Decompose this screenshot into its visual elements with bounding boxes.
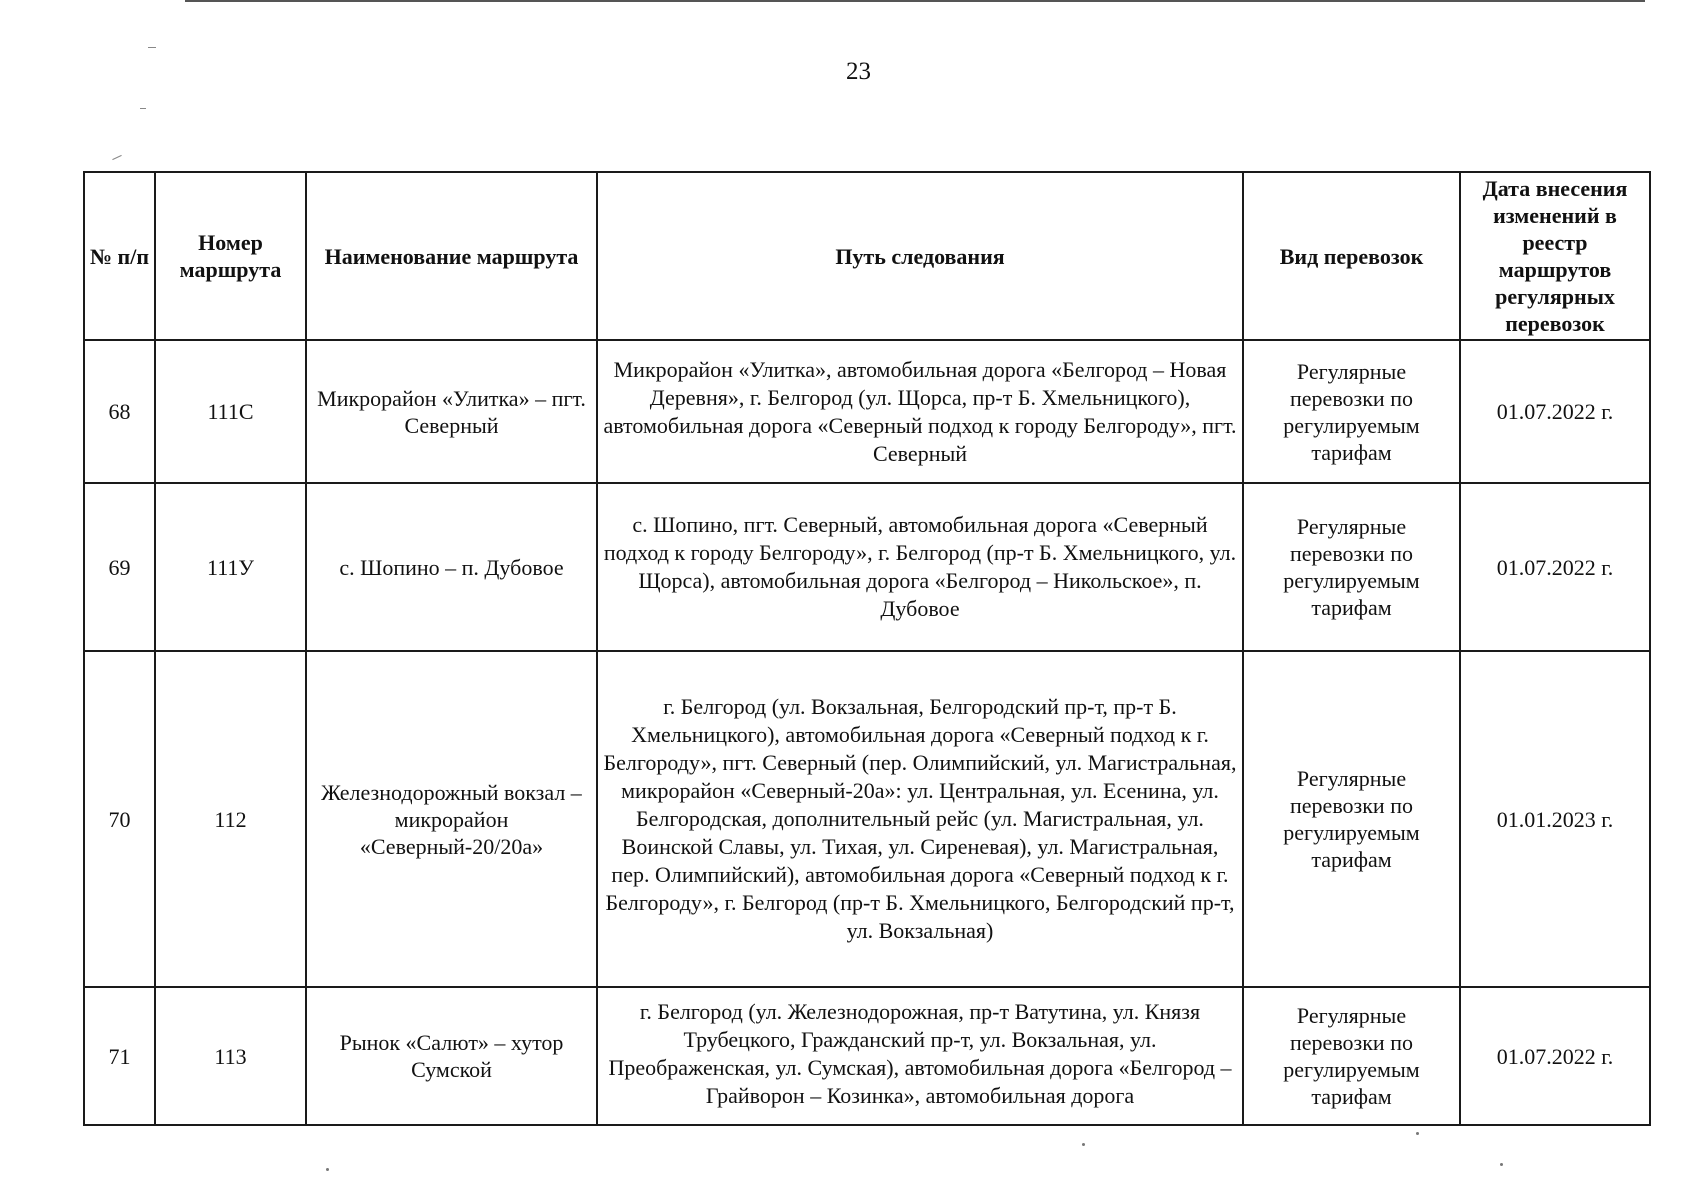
table-row [84, 651, 1650, 987]
header-route-number: Номер маршрута [155, 172, 306, 340]
route-name: с. Шопино – п. Дубовое [306, 483, 597, 651]
scan-speck [326, 1168, 329, 1171]
route-number: 111С [155, 340, 306, 483]
scan-speck [112, 155, 121, 160]
route-path: г. Белгород (ул. Железнодорожная, пр-т Ватутина, ул. Князя Трубецкого, Гражданский пр-т, ул. Вокзальная, ул. Преображенская, ул. Сумская), автомобильная дорога «Белгород – Грайворон – Козинка», автомобильная дорога [597, 987, 1243, 1125]
table-row [84, 483, 1650, 651]
scan-speck [140, 108, 146, 109]
route-number: 113 [155, 987, 306, 1125]
header-change-date: Дата внесения изменений в реестр маршрутов регулярных перевозок [1460, 172, 1650, 340]
top-border-line [185, 0, 1645, 2]
header-number: № п/п [84, 172, 155, 340]
header-path: Путь следования [597, 172, 1243, 340]
table-row [84, 987, 1650, 1125]
route-path: г. Белгород (ул. Вокзальная, Белгородский пр-т, пр-т Б. Хмельницкого), автомобильная дорога «Северный подход к г. Белгороду», пгт. Северный (пер. Олимпийский, ул. Магистральная, микрорайон «Северный-20а»: ул. Центральная, ул. Есенина, ул. Белгородская, дополнительный рейс (ул. Магистральная, ул. Воинской Славы, ул. Тихая, ул. Сиреневая), ул. Магистральная, пер. Олимпийский), автомобильная дорога «Северный подход к г. Белгороду», г. Белгород (пр-т Б. Хмельницкого, Белгородский пр-т, ул. Вокзальная) [597, 651, 1243, 987]
route-name: Рынок «Салют» – хутор Сумской [306, 987, 597, 1125]
transport-type: Регулярные перевозки по регулируемым тарифам [1243, 340, 1460, 483]
route-name: Железнодорожный вокзал – микрорайон «Северный-20/20а» [306, 651, 597, 987]
route-path: с. Шопино, пгт. Северный, автомобильная дорога «Северный подход к городу Белгороду», г. Белгород (пр-т Б. Хмельницкого, ул. Щорса), автомобильная дорога «Белгород – Никольское», п. Дубовое [597, 483, 1243, 651]
table-header-row [84, 172, 1650, 340]
transport-type: Регулярные перевозки по регулируемым тарифам [1243, 987, 1460, 1125]
scan-speck [148, 47, 156, 48]
route-number: 111У [155, 483, 306, 651]
scan-speck [1416, 1132, 1419, 1135]
table-row [84, 340, 1650, 483]
header-route-name: Наименование маршрута [306, 172, 597, 340]
routes-registry-table [83, 171, 1651, 1126]
change-date: 01.07.2022 г. [1460, 987, 1650, 1125]
scan-speck [1082, 1143, 1085, 1146]
change-date: 01.07.2022 г. [1460, 483, 1650, 651]
page-number: 23 [846, 58, 871, 85]
row-number: 71 [84, 987, 155, 1125]
change-date: 01.07.2022 г. [1460, 340, 1650, 483]
header-transport-type: Вид перевозок [1243, 172, 1460, 340]
row-number: 68 [84, 340, 155, 483]
change-date: 01.01.2023 г. [1460, 651, 1650, 987]
row-number: 69 [84, 483, 155, 651]
transport-type: Регулярные перевозки по регулируемым тарифам [1243, 651, 1460, 987]
route-number: 112 [155, 651, 306, 987]
row-number: 70 [84, 651, 155, 987]
transport-type: Регулярные перевозки по регулируемым тарифам [1243, 483, 1460, 651]
route-name: Микрорайон «Улитка» – пгт. Северный [306, 340, 597, 483]
scan-speck [1500, 1163, 1503, 1166]
route-path: Микрорайон «Улитка», автомобильная дорога «Белгород – Новая Деревня», г. Белгород (ул. Щорса, пр-т Б. Хмельницкого), автомобильная дорога «Северный подход к городу Белгороду», пгт. Северный [597, 340, 1243, 483]
